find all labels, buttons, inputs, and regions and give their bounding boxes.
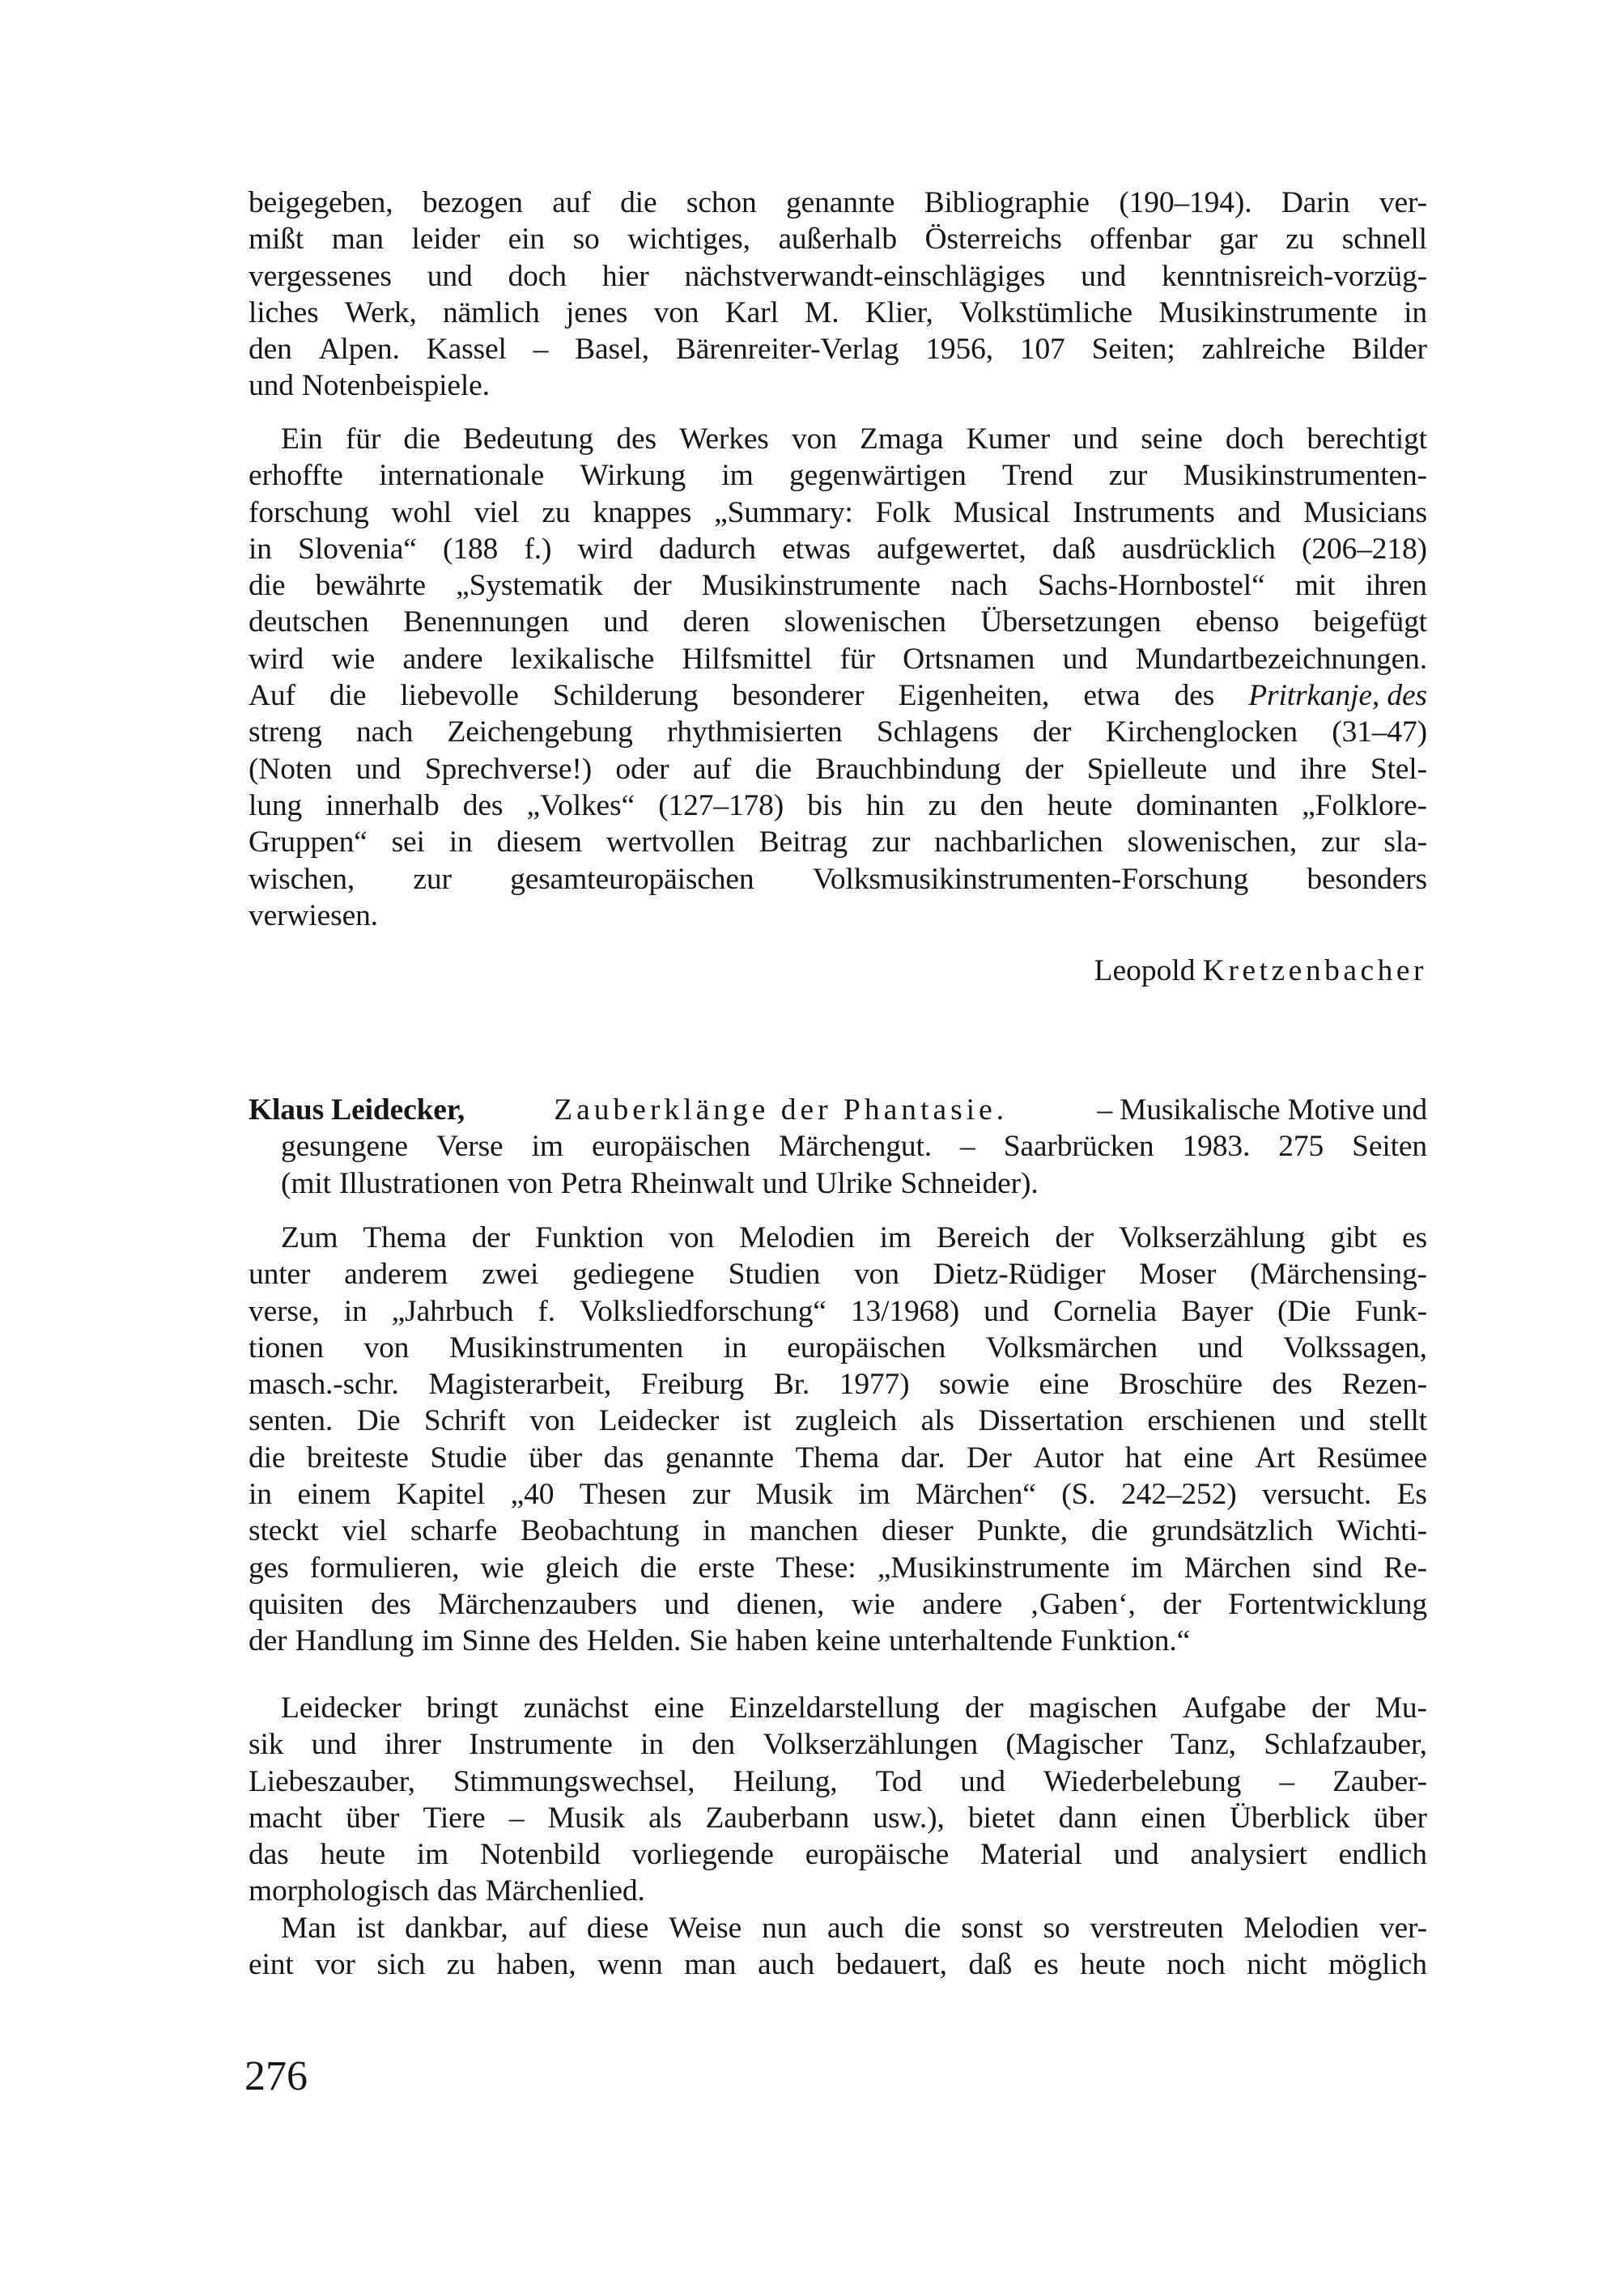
text-line: und Notenbeispiele. (249, 369, 490, 403)
text-line: vergessenes und doch hier nächstverwandt-einschlägiges und kenntnisreich-vorzüg- (249, 259, 1427, 293)
text-line: das heute im Notenbild vorliegende europäische Material und analysiert endlich (249, 1838, 1427, 1872)
text-line: senten. Die Schrift von Leidecker ist zugleich als Dissertation erschienen und stellt (249, 1404, 1427, 1438)
review1-paragraph-2 (249, 421, 1427, 934)
review1-paragraph-1 (249, 185, 1427, 405)
review2-paragraph-1 (249, 1220, 1427, 1660)
text-line: wird wie andere lexikalische Hilfsmittel für Ortsnamen und Mundartbezeichnungen. (249, 642, 1427, 676)
text-line: den Alpen. Kassel – Basel, Bärenreiter-Verlag 1956, 107 Seiten; zahlreiche Bilder (249, 333, 1427, 367)
review2-author: Klaus Leidecker, (249, 1093, 465, 1127)
review2-paragraph-3 (249, 1910, 1427, 1984)
text-line: in einem Kapitel „40 Thesen zur Musik im Märchen“ (S. 242–252) versucht. Es (249, 1478, 1427, 1512)
text-line: die breiteste Studie über das genannte Thema dar. Der Autor hat eine Art Resümee (249, 1441, 1427, 1475)
page-number: 276 (244, 2053, 308, 2099)
text-line: der Handlung im Sinne des Helden. Sie haben keine unterhaltende Funktion.“ (249, 1624, 1191, 1658)
signature-first-name: Leopold (1094, 954, 1196, 987)
text-line: verse, in „Jahrbuch f. Volksliedforschung“ 13/1968) und Cornelia Bayer (Die Funk- (249, 1294, 1427, 1328)
text-line: ges formulieren, wie gleich die erste These: „Musikinstrumente im Märchen sind Re- (249, 1551, 1427, 1585)
text-line: sik und ihrer Instrumente in den Volkserzählungen (Magischer Tanz, Schlafzauber, (249, 1728, 1427, 1762)
text-line: deutschen Benennungen und deren slowenischen Übersetzungen ebenso beigefügt (249, 605, 1427, 639)
text-line: unter anderem zwei gediegene Studien von Dietz-Rüdiger Moser (Märchensing- (249, 1258, 1427, 1292)
text-line: steckt viel scharfe Beobachtung in manchen dieser Punkte, die grundsätzlich Wichti- (249, 1514, 1427, 1548)
text-line: forschung wohl viel zu knappes „Summary: Folk Musical Instruments and Musicians (249, 495, 1427, 529)
text-line: lung innerhalb des „Volkes“ (127–178) bis hin zu den heute dominanten „Folklore- (249, 788, 1427, 822)
review2-header-line: gesungene Verse im europäischen Märchengut. – Saarbrücken 1983. 275 Seiten (281, 1130, 1427, 1164)
text-line: tionen von Musikinstrumenten in europäischen Volksmärchen und Volkssagen, (249, 1330, 1427, 1364)
text-line: wischen, zur gesamteuropäischen Volksmusikinstrumenten-Forschung besonders (249, 862, 1427, 896)
review2-paragraph-2 (249, 1690, 1427, 1910)
text-line: in Slovenia“ (188 f.) wird dadurch etwas aufgewertet, daß ausdrücklich (206–218) (249, 532, 1427, 566)
text-line: Gruppen“ sei in diesem wertvollen Beitrag zur nachbarlichen slowenischen, zur sla- (249, 825, 1427, 859)
text-line: (Noten und Sprechverse!) oder auf die Brauchbindung der Spielleute und ihre Stel- (249, 752, 1427, 786)
text-line: erhoffte internationale Wirkung im gegenwärtigen Trend zur Musikinstrumenten- (249, 459, 1427, 493)
review2-subtitle-start: – Musikalische Motive und (1097, 1093, 1427, 1127)
text-line: liches Werk, nämlich jenes von Karl M. Klier, Volkstümliche Musikinstrumente in (249, 295, 1427, 329)
text-line: Zum Thema der Funktion von Melodien im Bereich der Volkserzählung gibt es (281, 1221, 1427, 1254)
review2-header-line: (mit Illustrationen von Petra Rheinwalt und Ulrike Schneider). (281, 1166, 1039, 1200)
text-line: quisiten des Märchenzaubers und dienen, wie andere ‚Gaben‘, der Fortentwicklung (249, 1587, 1427, 1621)
text-line: masch.-schr. Magisterarbeit, Freiburg Br. 1977) sowie eine Broschüre des Rezen- (249, 1368, 1427, 1402)
text-line: Ein für die Bedeutung des Werkes von Zmaga Kumer und seine doch berechtigt (281, 422, 1427, 456)
text-line: mißt man leider ein so wichtiges, außerhalb Österreichs offenbar gar zu schnell (249, 223, 1427, 257)
text-line: beigegeben, bezogen auf die schon genannte Bibliographie (190–194). Darin ver- (249, 186, 1427, 219)
review2-bibliographic-header (249, 1092, 1427, 1202)
signature-last-name: Kretzenbacher (1202, 954, 1427, 987)
text-line: morphologisch das Märchenlied. (249, 1874, 645, 1908)
text-line: Liebeszauber, Stimmungswechsel, Heilung, Tod und Wiederbelebung – Zauber- (249, 1764, 1427, 1798)
review2-header-line-1 (249, 1092, 1427, 1128)
review2-title: Zauberklänge der Phantasie. (554, 1093, 1009, 1127)
reviewer-signature (1094, 953, 1427, 989)
text-line: Leidecker bringt zunächst eine Einzeldarstellung der magischen Aufgabe der Mu- (281, 1691, 1427, 1725)
text-line: Auf die liebevolle Schilderung besonderer Eigenheiten, etwa des Pritrkanje, des (249, 677, 1427, 714)
italic-term: Pritrkanje, des (1248, 679, 1427, 713)
text-line: macht über Tiere – Musik als Zauberbann usw.), bietet dann einen Überblick über (249, 1801, 1427, 1835)
text-line: Man ist dankbar, auf diese Weise nun auch die sonst so verstreuten Melodien ver- (281, 1912, 1427, 1945)
text-line: verwiesen. (249, 898, 378, 932)
text-line: streng nach Zeichengebung rhythmisierten Schlagens der Kirchenglocken (31–47) (249, 715, 1427, 749)
text-line: eint vor sich zu haben, wenn man auch bedauert, daß es heute noch nicht möglich (249, 1948, 1427, 1982)
text-line: die bewährte „Systematik der Musikinstrumente nach Sachs-Hornbostel“ mit ihren (249, 569, 1427, 603)
